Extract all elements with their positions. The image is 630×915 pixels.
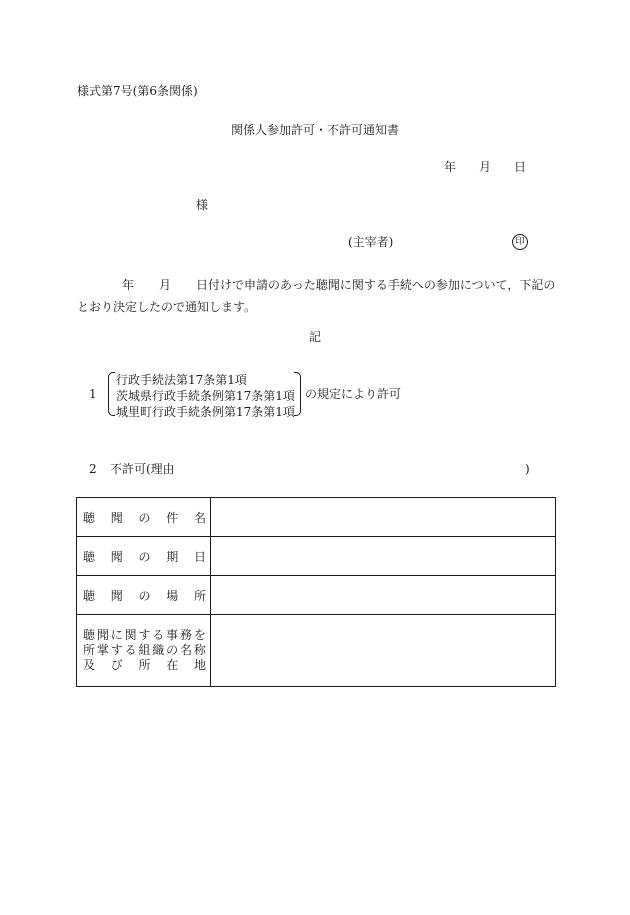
label-char: 件 xyxy=(166,510,179,525)
item2-label: 不許可(理由 xyxy=(110,462,175,476)
label-char: の xyxy=(138,588,151,603)
label-char: 事 xyxy=(166,628,179,642)
label-char: 聞 xyxy=(96,628,109,642)
label-char: 場 xyxy=(166,588,179,603)
document-title: 関係人参加許可・不許可通知書 xyxy=(230,123,399,137)
label-char: の xyxy=(138,549,151,564)
label-char: 聴 xyxy=(83,510,96,525)
hearing-date-value[interactable] xyxy=(211,537,556,576)
organization-label-line-1 xyxy=(83,628,206,643)
label-char: 及 xyxy=(83,658,96,672)
organization-label-line-2 xyxy=(83,643,206,658)
hearing-info-table xyxy=(76,497,556,687)
organization-label-line-3 xyxy=(83,658,206,673)
label-char: す xyxy=(138,628,151,642)
item2-number: 2 xyxy=(89,462,97,476)
label-char: を xyxy=(193,628,206,642)
label-char: 聴 xyxy=(83,549,96,564)
hearing-date-label xyxy=(77,537,211,576)
label-char: る xyxy=(124,643,137,657)
date-year: 年 xyxy=(444,160,457,174)
right-brace xyxy=(294,372,301,416)
law-item: 行政手続法第17条第1項 xyxy=(116,373,247,387)
label-char: 聞 xyxy=(110,510,123,525)
label-char: の xyxy=(166,643,179,657)
form-number: 様式第7号(第6条関係) xyxy=(77,84,198,98)
label-char: 所 xyxy=(193,588,206,603)
label-char: 務 xyxy=(180,628,193,642)
label-char: 地 xyxy=(193,658,206,672)
label-char: 称 xyxy=(193,643,206,657)
label-char: 聴 xyxy=(83,628,96,642)
label-char: 聴 xyxy=(83,588,96,603)
label-char: び xyxy=(110,658,123,672)
law-list xyxy=(116,372,295,420)
body-month: 月 xyxy=(159,278,172,292)
label-char: 聞 xyxy=(110,588,123,603)
table-row xyxy=(77,537,556,576)
label-char: る xyxy=(152,628,165,642)
label-char: 所 xyxy=(83,643,96,657)
label-char: 日 xyxy=(193,549,206,564)
organization-label xyxy=(77,615,211,687)
label-char: の xyxy=(138,510,151,525)
body-line1-rest: 日付けで申請のあった聴聞に関する手続への参加について，下記の xyxy=(196,278,556,292)
notice-body xyxy=(77,274,557,318)
hearing-place-label xyxy=(77,576,211,615)
item1-suffix: の規定により許可 xyxy=(305,387,402,401)
label-char: 期 xyxy=(166,549,179,564)
label-char: 所 xyxy=(138,658,151,672)
body-year: 年 xyxy=(122,278,135,292)
table-row xyxy=(77,615,556,687)
label-char: 掌 xyxy=(96,643,109,657)
date-month: 月 xyxy=(479,160,492,174)
label-char: 関 xyxy=(124,628,137,642)
hearing-subject-value[interactable] xyxy=(211,498,556,537)
label-char: 名 xyxy=(193,510,206,525)
recipient-suffix: 様 xyxy=(196,198,209,212)
date-day: 日 xyxy=(514,160,527,174)
organizer-label: (主宰者) xyxy=(348,235,394,249)
label-char: に xyxy=(110,628,123,642)
ki-heading: 記 xyxy=(308,330,321,344)
seal-mark: 印 xyxy=(512,234,528,250)
hearing-subject-label xyxy=(77,498,211,537)
item2-close-paren: ) xyxy=(525,462,530,476)
body-line-1 xyxy=(77,274,557,296)
label-char: 名 xyxy=(180,643,193,657)
item1-number: 1 xyxy=(89,387,97,401)
table-row xyxy=(77,498,556,537)
organization-value[interactable] xyxy=(211,615,556,687)
body-line-2: とおり決定したので通知します。 xyxy=(77,300,257,314)
law-item: 茨城県行政手続条例第17条第1項 xyxy=(116,389,295,403)
label-char: 在 xyxy=(166,658,179,672)
law-item: 城里町行政手続条例第17条第1項 xyxy=(116,405,295,419)
label-char: す xyxy=(110,643,123,657)
table-row xyxy=(77,576,556,615)
label-char: 聞 xyxy=(110,549,123,564)
label-char: 織 xyxy=(152,643,165,657)
left-brace xyxy=(108,372,115,416)
hearing-place-value[interactable] xyxy=(211,576,556,615)
label-char: 組 xyxy=(138,643,151,657)
